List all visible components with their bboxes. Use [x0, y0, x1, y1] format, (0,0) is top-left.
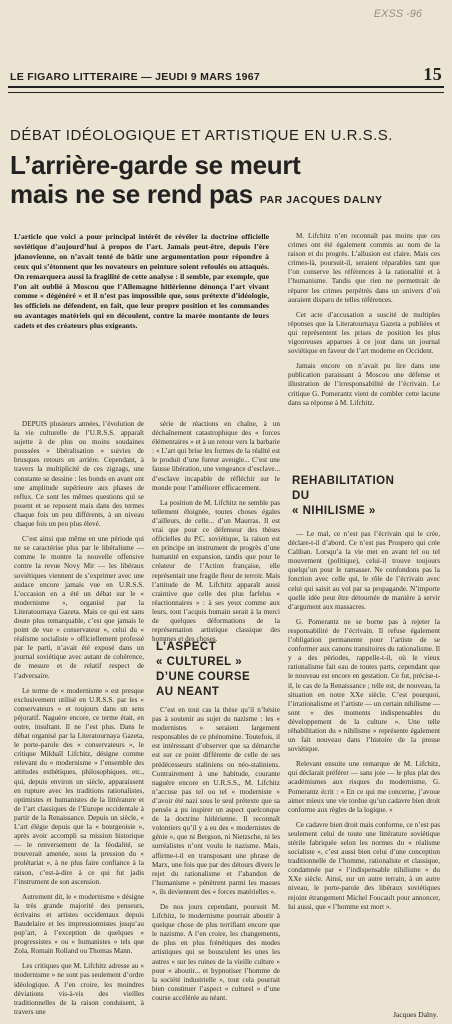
masthead-title: LE FIGARO LITTERAIRE — JEUDI 9 MARS 1967 [10, 71, 261, 83]
paragraph: Autrement dit, le « modernisme » désigne la très grande majorité des penseurs, écrivains et artistes occidentaux depuis Baudelaire et les impressionnistes jusqu’au pop’art, à l’exception de quelques « progressistes » ou « humanistes » tels que Zola, Romain Rolland ou Thomas Mann. [14, 892, 144, 956]
divider [8, 86, 444, 88]
lead-paragraph: L’article que voici a pour principal intérêt de révéler la doctrine officielle soviétique d’aujourd’hui à propos de l’art. Jamais peut-être, depuis l’ère jdanovienne, on n’avait tenté de bâtir une argumentation pour répondre à ceux qui s’étonnent que les novateurs en peinture soient refoulés ou attaqués. On remarquera aussi la fragilité de cette analyse : il semble, par exemple, que l’on ait oublié à Moscou que l’Allemagne hitlérienne dénonça l’art vivant comme « dégénéré » et il n’est pas impossible que, sous prétexte d’idéologie, les officiels ne défendent, en fait, que leur propre position et les commandes ou avantages matériels qui en découlent, contre la marée montante de leurs cadets et des créateurs plus exigeants. [14, 232, 269, 331]
column-2-continued [152, 706, 280, 1018]
byline: PAR JACQUES DALNY [259, 194, 383, 206]
right-top-column [288, 232, 440, 406]
column-3 [288, 530, 440, 1008]
paragraph: Les critiques que M. Lifchitz adresse au « modernisme » ne sont pas seulement d’ordre idéologique. A l’en croire, les moindres déviations vis-à-vis des vieilles traditionnelles de la raison conduisent, à travers une [14, 962, 144, 1016]
column-2 [152, 420, 280, 644]
article-kicker: DÉBAT IDÉOLOGIQUE ET ARTISTIQUE EN U.R.S.S. [10, 127, 393, 144]
paragraph: M. Lifchitz n’en reconnaît pas moins que ces crimes ont été également commis au nom de la raison et du progrès. L’allusion est claire. Mais ces crimes-là, poursuit-il, seraient réparables tant que l’on conserve les références à la rationalité et à l’humanisme. Tandis que rien ne permettrait de réparer les crimes perpétrés dans un univers d’où auraient disparu de telles références. [288, 232, 440, 304]
paragraph: série de réactions en chaîne, à un déchaînement catastrophique des « forces élémentaires » et à un retour vers la barbarie : « L’art qui brise les formes de la réalité est le produit d’une fureur aveugle... C’est une fausse libération, une vengeance d’esclave... d’esclave incapable de réfléchir sur le monde pour l’améliorer efficacement. [152, 420, 280, 492]
divider [8, 92, 444, 93]
signature: Jacques Dalny. [393, 1010, 438, 1019]
headline-line-1: L’arrière-garde se meurt [10, 150, 301, 180]
section-heading-rehabilitation: REHABILITATION DU « NIHILISME » [292, 475, 395, 517]
paragraph: La position de M. Lifchitz ne semble pas tellement éloignée, toutes choses égales d’ailleurs, de celle... d’un Maurras. Il est vrai que pour ce défenseur des thèses officielles du P.C. soviétique, la raison est en principe un instrument de progrès d’une humanité en expansion, tandis que pour le créateur de l’Action française, elle représentait une fragile fleur de terroir. Mais l’attitude de M. Lifchitz apparaît aussi craintive que celle des plus farfelus « réactionnaires » : à ses yeux comme aux leurs, tout l’acquis humain serait à la merci de quelques déformations de la représentation artistique classique des hommes et des choses. [152, 498, 280, 644]
page-number: 15 [423, 64, 442, 84]
article-headline [10, 151, 450, 215]
section-heading-aspect-culturel: L’ASPECT « CULTUREL » D’UNE COURSE AU NEANT [156, 641, 251, 698]
paragraph: Cet acte d’accusation a suscité de multiples réponses que la Literatournaya Gazeta a publiées et qui représentent les prises de position les plus vigoureuses apparues à ce jour dans un journal soviétique en faveur de l’art moderne en Occident. [288, 310, 440, 356]
paragraph: C’est en tout cas la thèse qu’il n’hésite pas à soutenir au sujet du nazisme : les « modernistes » seraient largement responsables de ce phénomène. Toutefois, il est intéressant d’observer que sa démarche est sur ce point différente de celle de ses prédécesseurs staliniens ou néo-staliniens. Contrairement à une habitude, courante naguère encore en U.R.S.S., M. Lifchitz n’accuse pas tel ou tel « moderniste » d’avoir été nazi sous le seul prétexte que sa pensée a pu inspirer un aspect quelconque de la doctrine hitlérienne. Il reconnaît volontiers qu’il y a eu des « modernistes de génie », que ni Bergson, ni Nietzsche, ni les surréalistes n’ont voulu le nazisme. Mais, affirme-t-il en transposant une phrase de Marx, une fois que par des détours divers le rejet du rationalisme et l’abandon de l’humanisme » pénètrent parmi les masses », ils deviennent des « forces matérielles ». [152, 706, 280, 896]
handwritten-annotation: EXSS -96 [373, 8, 422, 20]
paragraph: Jamais encore on n’avait pu lire dans une publication paraissant à Moscou une défense et illustration de l’irresponsabilité de l’écrivain. Le critique G. Pomerantz vient de combler cette lacune dans sa réponse à M. Lifchitz. [288, 362, 440, 407]
paragraph: C’est ainsi que même en une période qui ne se caractérise plus par le libéralisme — comme le montre la nouvelle offensive contre la revue Novy Mir — les libéraux soviétiques viennent de s’exprimer avec une audace encore jamais vue en U.R.S.S. L’occasion en a été un débat sur le « modernisme », organisé par la Literatournaya Gazeta. Mais ce qui est sans doute plus remarquable, c’est que jamais le point de vue « conservateur », celui du « réalisme socialiste » officiellement professé par le parti, n’avait été exposé dans un journal soviétique avec autant de cohérence, de mesure et de relatif respect de l’adversaire. [14, 535, 144, 680]
paragraph: — Le mal, ce n’est pas l’écrivain qui le crée, déclare-t-il d’abord. Ce n’est pas Prospero qui crée Caliban. Lorsqu’a la vie met en avant tel ou tel mouvement (politique), celui-il trouve toujours quelqu’un pour le ramasser. Ne confondons pas la fonction avec celle qui, le rôle de l’écrivain avec celui qui saisit au vol par sa propagande. N’importe quelle idée peut être détournée de manière à servir d’argument aux massacres. [288, 530, 440, 611]
column-1 [14, 420, 144, 1020]
paragraph: De nos jours cependant, poursuit M. Lifchitz, le modernisme pourrait aboutir à quelque chose de plus terrifiant encore que le nazisme. A l’en croire, les changements, de plus en plus frénétiques des modes artistiques qui se bousculent les unes les autres « sur les ruines de la vieille culture » pour « aboutir... et hypnotiser l’homme de la société industrielle », tout cela pourrait bien constituer l’aspect « culturel » d’une course accélérée au néant. [152, 902, 280, 1002]
paragraph: DEPUIS plusieurs années, l’évolution de la vie culturelle de l’U.R.S.S. apparaît sujette à de plus ou moins soudaines poussées « libéralisation » suivies de brusques retours en arrière. Cependant, à travers la multiplicité de ces zigzags, une constante se dessine : les bonds en avant ont une amplitude supérieure aux phases de reflux. Ce sont les mêmes questions qui se posent et se reposent mais dans des termes chaque fois un peu différents, à un niveau chaque fois un peu plus élevé. [14, 420, 144, 529]
headline-line-2: mais ne se rend pas [10, 179, 253, 209]
masthead [10, 64, 442, 85]
paragraph: G. Pomerantz ne se borne pas à rejeter la responsabilité de l’écrivain. Il refuse également l’obligation permanente pour l’artiste de se conformer aux canons transitoires du rationalisme. Il y a des périodes, rappelle-t-il, où le vieux rationalisme fait eau de toutes parts, cependant que le nouveau est encore en gestation. Ce fut, précise-t-il, le cas de la Renaissance ; telle est, de nouveau, la situation en notre XXe siècle. C’est pourquoi, l’irrationalisme et l’artiste — un certain nihilisme — sont « des moments indispensables du développement de la culture ». Une telle réhabilitation du « nihilisme » représente également un fait nouveau dans l’histoire de la presse soviétique. [288, 617, 440, 754]
paragraph: Relevant ensuite une remarque de M. Lifchitz, qui déclarait préférer — sans joie — le plus plat des académismes aux risques du modernisme, G. Pomerantz écrit : « En ce qui me concerne, j’avoue aimer mieux une vie tordue qu’un cadavre bien droit conforme aux règles de la logique. » [288, 760, 440, 814]
paragraph: Le terme de « modernisme » est presque exclusivement utilisé en U.R.S.S. par les « conservateurs » et toujours dans un sens péjoratif. Naguère encore, ce terme était, en outre, insultant. Il ne l’est plus. Dans le débat organisé par la Literatournaya Gazeta, le porte-parole des « conservateurs », le critique Mikhaïl Lifchitz, désigne comme relevant du « modernisme » l’ensemble des attitudes esthétiques, philosophiques, etc., qui, depuis environ un siècle, apparaissent en rupture avec les traditions rationalistes, optimistes et humanistes de la littérature et de l’art classiques de l’Europe occidentale à partir de la Renaissance. Depuis un siècle, « L’art élégie depuis que la « bourgeoisie », après avoir accompli sa mission historique — le renversement de la féodalité, se trouverait amenée, sous la pression du « prolétariat », à ne plus faire confiance à la raison, c’est-à-dire à ce qui fut jadis l’instrument de son ascension. [14, 686, 144, 886]
paragraph: Ce cadavre bien droit mais conforme, ce n’est pas seulement celui de toute une littérature soviétique stérile fabriquée selon les normes du « réalisme socialiste », c’est aussi bien celui d’une conception traditionnelle de l’homme, rationaliste et classique, condamnée par « l’indispensable nihilisme » du XXe siècle. Ainsi, sur un autre terrain, à un autre niveau, le porte-parole des libéraux soviétiques rejoint étrangement Michel Foucault pour annoncer, lui aussi, que « l’homme est mort ». [288, 820, 440, 911]
